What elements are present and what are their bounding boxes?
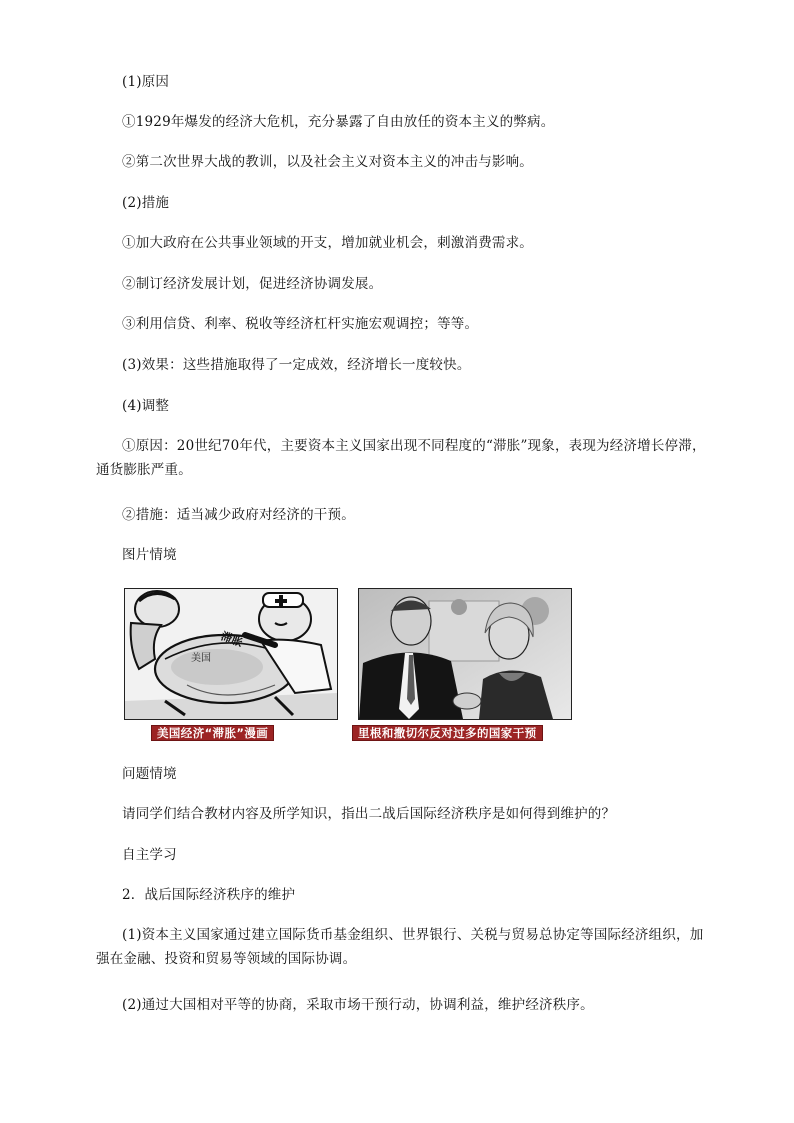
stagflation-cartoon-caption: 美国经济“滞胀”漫画 [151, 725, 274, 741]
paragraph-adjust-reason: ①原因：20世纪70年代，主要资本主义国家出现不同程度的“滞胀”现象，表现为经济增长停滞，通货膨胀严重。 [96, 438, 706, 478]
heading-adjustment: (4)调整 [122, 398, 170, 414]
heading-causes: (1)原因 [122, 74, 170, 90]
reagan-thatcher-photo-drawing [359, 589, 571, 719]
paragraph-question: 请同学们结合教材内容及所学知识，指出二战后国际经济秩序是如何得到维护的？ [122, 806, 616, 822]
paragraph-effect: (3)效果：这些措施取得了一定成效，经济增长一度较快。 [122, 357, 471, 373]
heading-section-2: 2．战后国际经济秩序的维护 [122, 887, 296, 903]
stagflation-cartoon-drawing [125, 589, 337, 719]
paragraph-maintenance-2: (2)通过大国相对平等的协商，采取市场干预行动，协调利益，维护经济秩序。 [122, 997, 594, 1013]
heading-measures: (2)措施 [122, 195, 170, 211]
heading-picture-context: 图片情境 [122, 547, 177, 563]
paragraph-measure-1: ①加大政府在公共事业领域的开支，增加就业机会，刺激消费需求。 [122, 235, 533, 251]
paragraph-measure-2: ②制订经济发展计划，促进经济协调发展。 [122, 276, 383, 292]
paragraph-measure-3: ③利用信贷、利率、税收等经济杠杆实施宏观调控；等等。 [122, 316, 479, 332]
heading-self-study: 自主学习 [122, 847, 177, 863]
stagflation-label: 滞胀 [219, 629, 245, 650]
paragraph-adjust-measure: ②措施：适当减少政府对经济的干预。 [122, 507, 355, 523]
paragraph-cause-1: ①1929年爆发的经济大危机，充分暴露了自由放任的资本主义的弊病。 [122, 114, 555, 130]
paragraph-cause-2: ②第二次世界大战的教训，以及社会主义对资本主义的冲击与影响。 [122, 154, 533, 170]
reagan-thatcher-photo [358, 588, 572, 720]
paragraph-maintenance-1: (1)资本主义国家通过建立国际货币基金组织、世界银行、关税与贸易总协定等国际经济组织，加强在金融、投资和贸易等领域的国际协调。 [96, 927, 704, 967]
stagflation-cartoon-image [124, 588, 338, 720]
heading-question-context: 问题情境 [122, 766, 177, 782]
usa-label: 美国 [191, 653, 211, 664]
reagan-thatcher-caption: 里根和撒切尔反对过多的国家干预 [352, 725, 543, 741]
